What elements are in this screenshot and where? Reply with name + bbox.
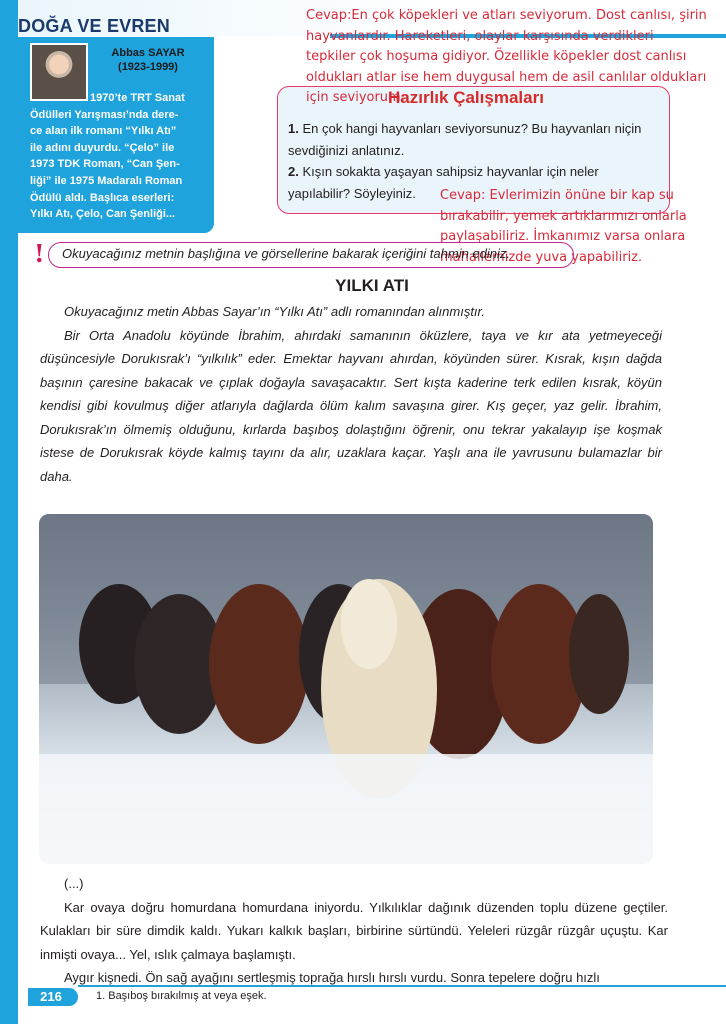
bio-line: 1970’te TRT Sanat (90, 92, 185, 104)
question-text: En çok hangi hayvanları seviyorsunuz? Bu hayvanları niçin sevdiğinizi anlatınız. (288, 121, 642, 158)
author-bio-text (30, 90, 208, 223)
ellipsis: (...) (64, 876, 84, 891)
answer-line: tepkiler çok hoşuma gidiyor. Özellikle köpekler dost canlısı (306, 49, 687, 64)
exclamation-icon: ! (34, 239, 45, 268)
answer-line: bırakabilir, yemek artıklarımızı onlarla (440, 208, 687, 224)
bio-line: ce alan ilk romanı “Yılkı Atı” (30, 125, 177, 138)
handwritten-answer-1 (306, 6, 726, 109)
author-name: Abbas SAYAR (111, 47, 185, 59)
bio-line: Ödülü aldı. Başlıca eserleri: (30, 191, 175, 204)
footnote: 1. Başıboş bırakılmış at veya eşek. (96, 990, 267, 1002)
answer-line: mahallemizde yuva yapabiliriz. (440, 249, 643, 265)
story-title: YILKI ATI (335, 276, 409, 295)
story-body (40, 872, 668, 990)
intro-paragraph: Okuyacağınız metin Abbas Sayar’ın “Yılkı Atı” adlı romanından alınmıştır. (64, 304, 485, 319)
answer-line: Cevap: Evlerimizin önüne bir kap su (440, 188, 674, 203)
left-color-bar (0, 0, 18, 1024)
horses-illustration (39, 514, 653, 864)
bio-line: 1973 TDK Roman, “Can Şen- (30, 158, 180, 171)
body-paragraph: Aygır kişnedi. Ön sağ ayağını sertleşmiş toprağa hırslı hırslı vurdu. Sonra tepelere doğru hızlı (64, 970, 600, 985)
question-text: Kışın sokakta yaşayan sahipsiz hayvanlar için neler yapılabilir? Söyleyiniz. (288, 164, 599, 201)
answer-line: hayvanlardır. Hareketleri, olaylar karşısında verdikleri (306, 28, 654, 44)
intro-paragraph: Bir Orta Anadolu köyünde İbrahim, ahırdaki samanının öküzlere, taya ve kır ata yetmeyeceği düşüncesiyle Dorukısrak’ı “yılkılık” eder. Emektar hayvanı ahırdan, köyünden sürer. Kısrak, kışın dağda başının çaresine bakacak ve çıplak doğayla savaşacaktır. Sert kışta kaderine terk edilen kısrak, köyün kendisi gibi kovulmuş diğer atlarıyla dağlarda ölüm kalım savaşına girer. Kış geçer, yaz gelir. İbrahim, Dorukısrak’ın ölmemiş olduğunu, kırlarda başıboş dolaştığını öğrenir, onu tekrar yakalayıp işe koşmak istese de Dorukısrak köyde kalmış tayını da alır, uzaklara kaçar. Yaşlı ana ile yavrusunu bulamazlar bir daha. (40, 327, 662, 484)
question-number: 2. (288, 164, 299, 179)
section-title: DOĞA VE EVREN (18, 16, 170, 36)
preparation-title: Hazırlık Çalışmaları (388, 88, 544, 107)
prediction-note-text: Okuyacağınız metnin başlığına ve görsellerine bakarak içeriğini tahmin ediniz. (62, 246, 511, 261)
answer-line: paylaşabiliriz. İmkanımız varsa onlara (440, 229, 686, 244)
bio-line: Yılkı Atı, Çelo, Can Şenliği... (30, 208, 176, 221)
question-1 (288, 118, 660, 162)
body-paragraph: Kar ovaya doğru homurdana homurdana iniyordu. Yılkılıklar dağınık düzenden toplu düzene geçtiler. Kulakları bir süre dimdik kaldı. Yukarı kalkık başları, birbirine sürtündü. Yeleleri rüzgâr rüzgâr uçuştu. Kar inmişti ovaya... Yel, ıslık çalmaya başlamıştı. (40, 899, 668, 962)
page-number: 216 (40, 989, 62, 1004)
question-number: 1. (288, 121, 299, 136)
answer-line: için seviyorum. (306, 90, 405, 105)
answer-line: Cevap:En çok köpekleri ve atları seviyorum. Dost canlısı, şirin (306, 8, 707, 23)
author-years: (1923-1999) (118, 61, 178, 73)
bio-line: ile adını duyurdu. “Çelo” ile (30, 141, 175, 154)
running-horses-photo (39, 514, 653, 864)
author-heading (88, 46, 208, 74)
story-intro (40, 300, 662, 488)
bio-line: Ödülleri Yarışması’nda dere- (30, 108, 179, 121)
bio-line: liği” ile 1975 Madaralı Roman (30, 174, 183, 187)
footer-rule (78, 985, 726, 987)
answer-line: oldukları atlar ise hem duygusal hem de asil canlılar oldukları (306, 69, 707, 85)
